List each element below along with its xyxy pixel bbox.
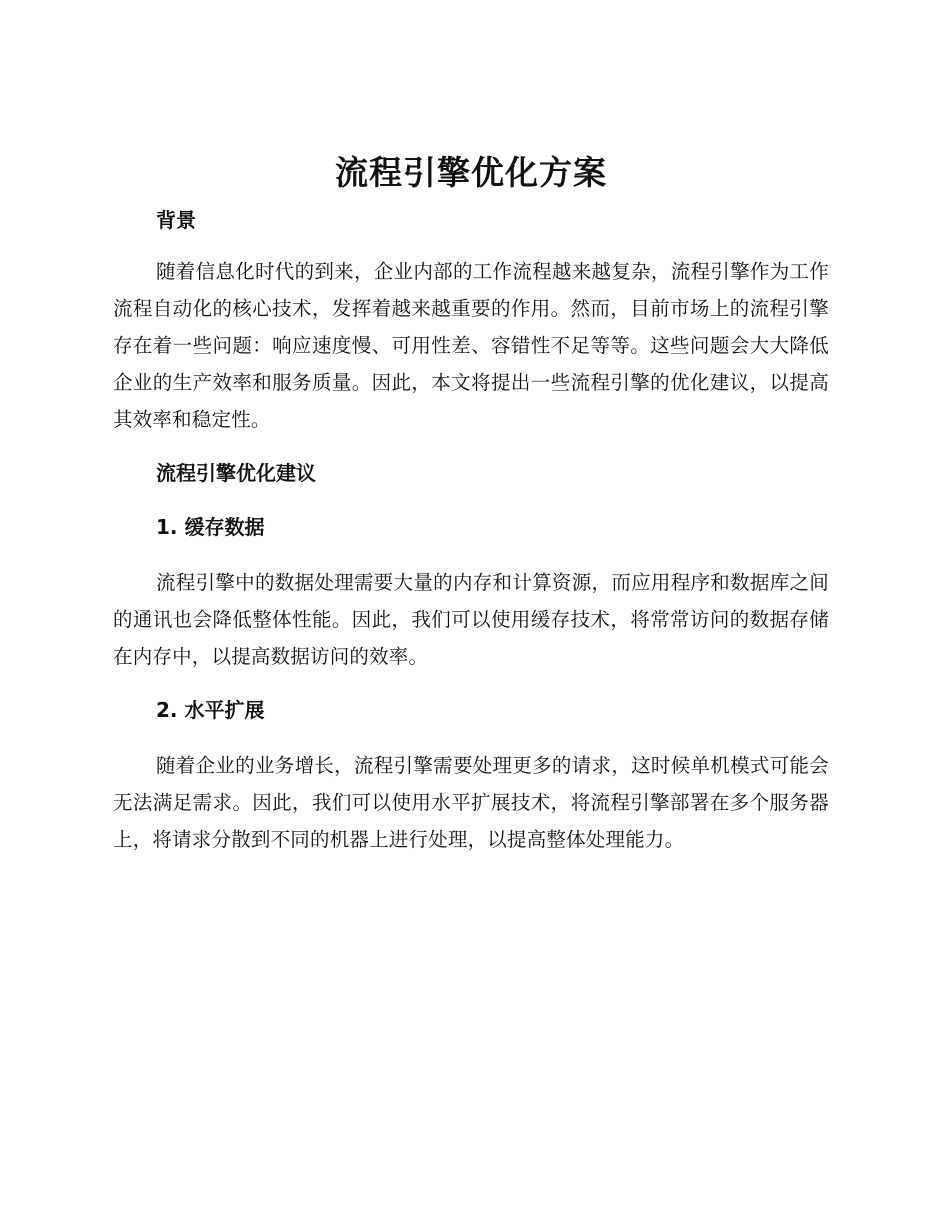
paragraph-scaling: 随着企业的业务增长，流程引擎需要处理更多的请求，这时候单机模式可能会无法满足需求。因此，我们可以使用水平扩展技术，将流程引擎部署在多个服务器上，将请求分散到不同的机器上进行处理，以提高整体处理能力。: [113, 754, 829, 851]
paragraph-background: 随着信息化时代的到来，企业内部的工作流程越来越复杂，流程引擎作为工作流程自动化的核心技术，发挥着越来越重要的作用。然而，目前市场上的流程引擎存在着一些问题：响应速度慢、可用性差、容错性不足等等。这些问题会大大降低企业的生产效率和服务质量。因此，本文将提出一些流程引擎的优化建议，以提高其效率和稳定性。: [113, 260, 829, 431]
section-heading-suggestions: 流程引擎优化建议: [156, 461, 316, 485]
section-heading-background: 背景: [156, 208, 196, 232]
document-page: [113, 148, 829, 858]
paragraph-caching: 流程引擎中的数据处理需要大量的内存和计算资源，而应用程序和数据库之间的通讯也会降低整体性能。因此，我们可以使用缓存技术，将常常访问的数据存储在内存中，以提高数据访问的效率。: [113, 571, 829, 668]
subsection-heading-caching: 1. 缓存数据: [156, 515, 265, 539]
subsection-heading-scaling: 2. 水平扩展: [156, 698, 265, 722]
document-title: 流程引擎优化方案: [335, 153, 607, 192]
